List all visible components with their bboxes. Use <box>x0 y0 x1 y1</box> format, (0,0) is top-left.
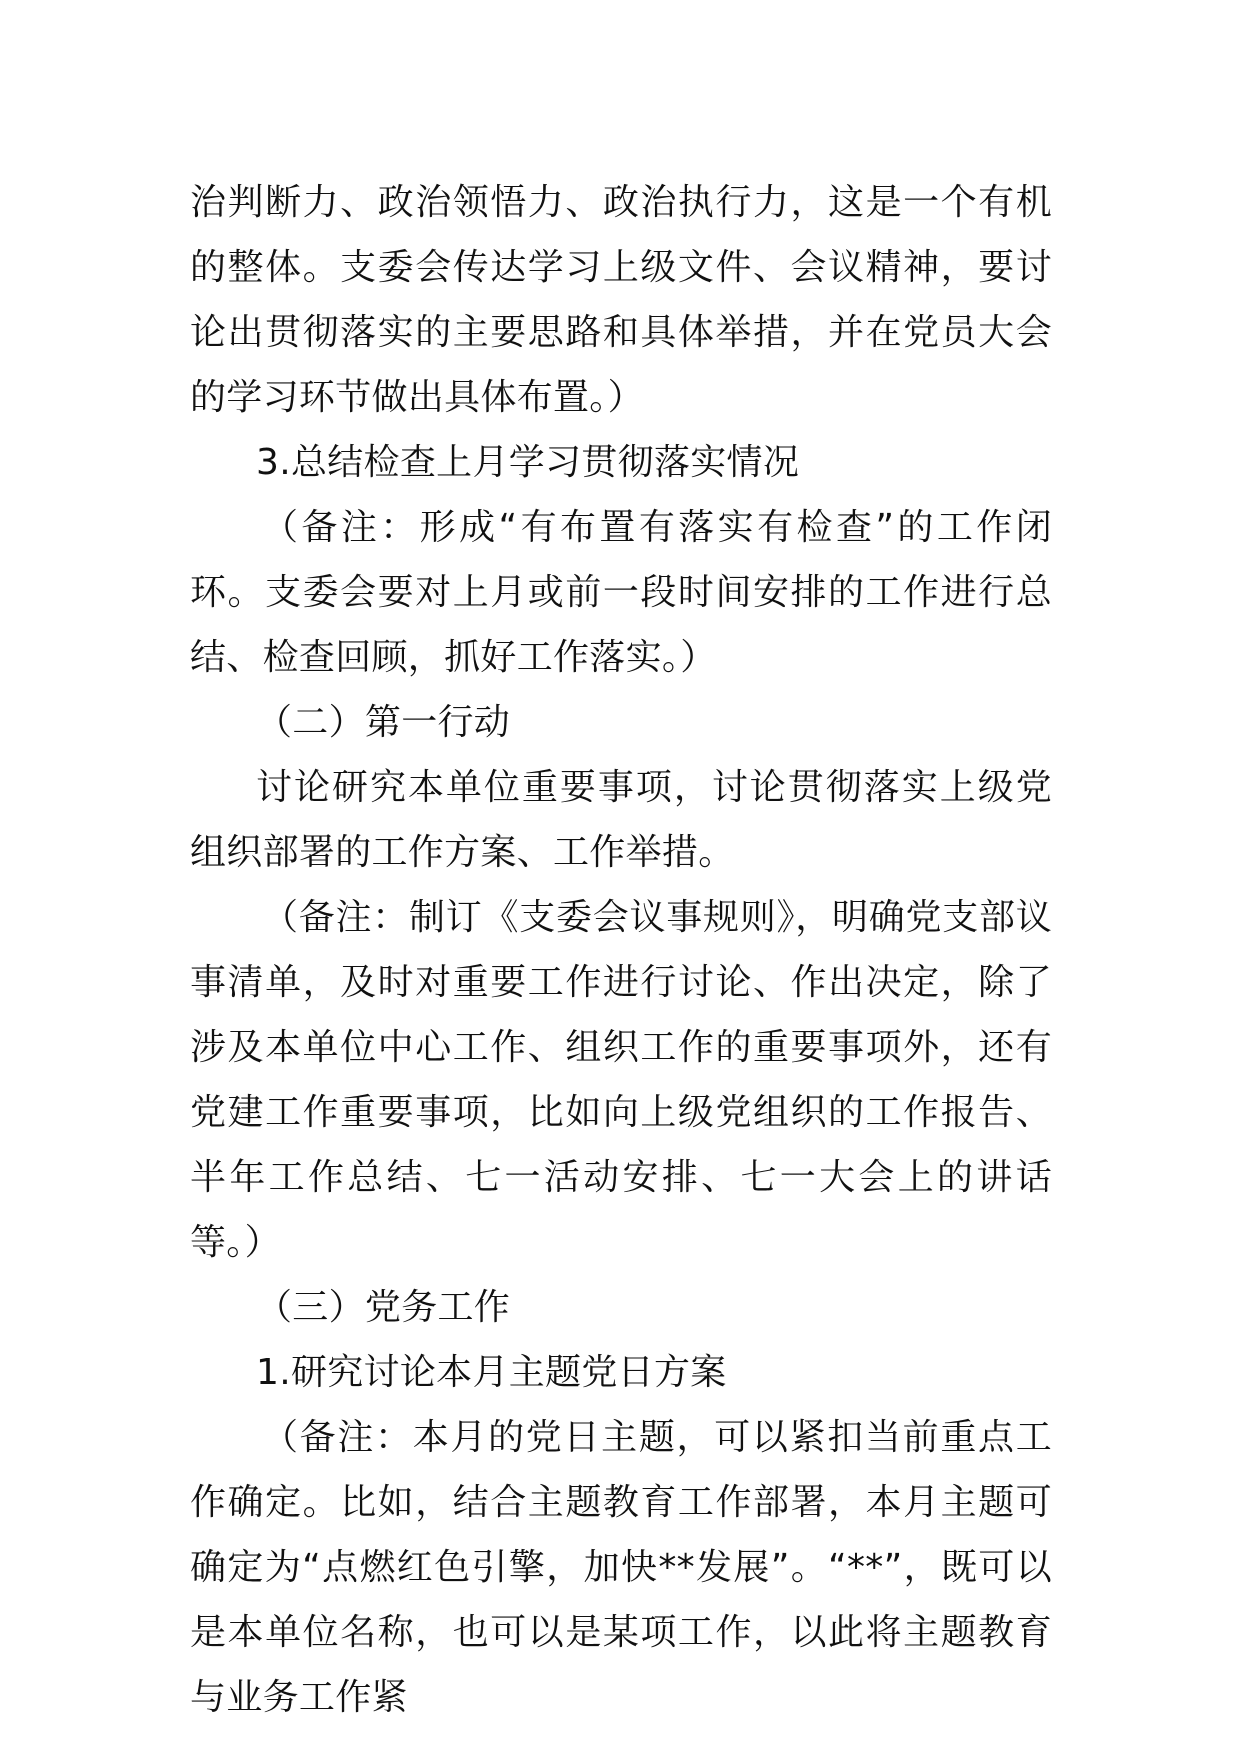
item-heading-1: 1.研究讨论本月主题党日方案 <box>256 1352 727 1393</box>
item-heading-3: 3.总结检查上月学习贯彻落实情况 <box>256 442 800 483</box>
note-paragraph: （备注：本月的党日主题，可以紧扣当前重点工作确定。比如，结合主题教育工作部署，本月主题可确定为“点燃红色引擎，加快**发展”。“**”，既可以是本单位名称，也可以是某项工作，以此将主题教育与业务工作紧 <box>190 1417 1052 1718</box>
document-body <box>190 170 1052 1730</box>
body-paragraph: 讨论研究本单位重要事项，讨论贯彻落实上级党组织部署的工作方案、工作举措。 <box>190 767 1052 873</box>
section-heading-3: （三）党务工作 <box>256 1287 511 1328</box>
section-heading-2: （二）第一行动 <box>256 702 511 743</box>
note-paragraph: （备注：制订《支委会议事规则》，明确党支部议事清单，及时对重要工作进行讨论、作出决定，除了涉及本单位中心工作、组织工作的重要事项外，还有党建工作重要事项，比如向上级党组织的工作报告、半年工作总结、七一活动安排、七一大会上的讲话等。） <box>190 897 1052 1263</box>
paragraph-continuation: 治判断力、政治领悟力、政治执行力，这是一个有机的整体。支委会传达学习上级文件、会议精神，要讨论出贯彻落实的主要思路和具体举措，并在党员大会的学习环节做出具体布置。） <box>190 182 1052 418</box>
note-paragraph: （备注：形成“有布置有落实有检查”的工作闭环。支委会要对上月或前一段时间安排的工作进行总结、检查回顾，抓好工作落实。） <box>190 507 1052 678</box>
